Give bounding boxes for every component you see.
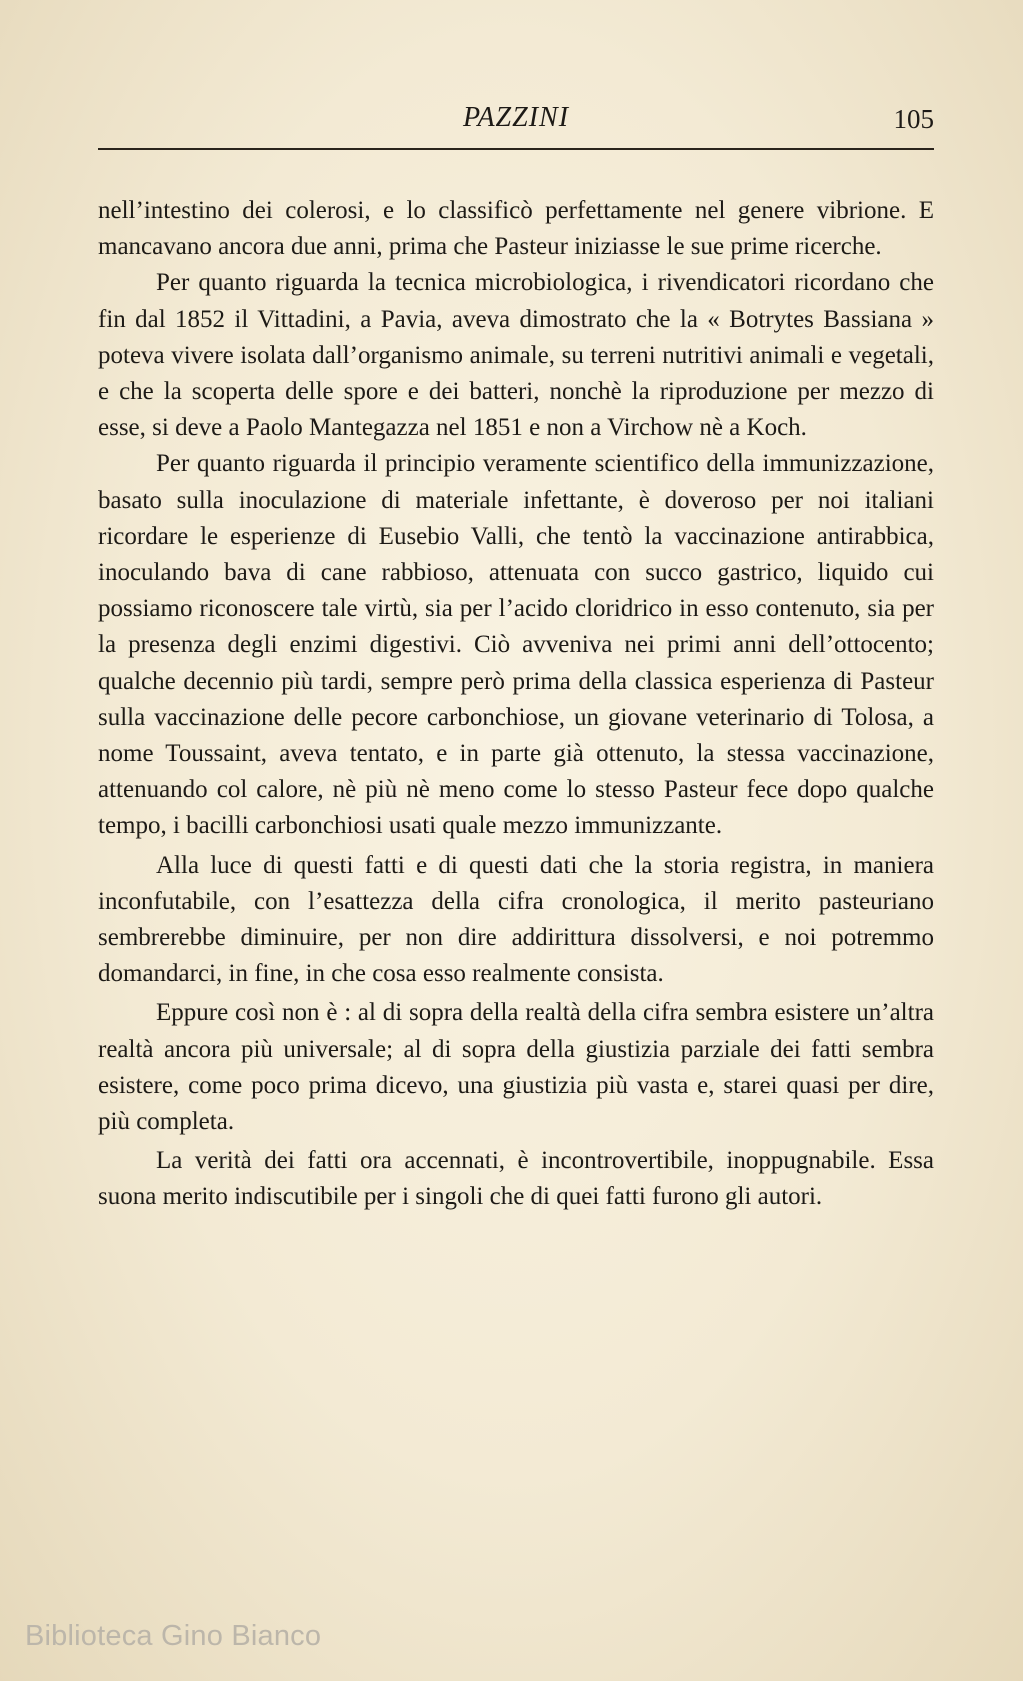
page-number: 105 <box>893 104 934 134</box>
paragraph-6: La verità dei fatti ora accennati, è incontrovertibile, inoppugnabile. Essa suona merito indiscutibile per i singoli che di quei fatti furono gli autori. <box>98 1147 934 1211</box>
paragraph-2: Per quanto riguarda la tecnica microbiologica, i rivendicatori ricordano che fin dal 1852 il Vittadini, a Pavia, aveva dimostrato che la « Botrytes Bassiana » poteva vivere isolata dall’organismo animale, su terreni nutritivi animali e vegetali, e che la scoperta delle spore e dei batteri, nonchè la riproduzione per mezzo di esse, si deve a Paolo Mantegazza nel 1851 e non a Virchow nè a Koch. <box>98 269 934 442</box>
body-text <box>98 193 934 1216</box>
paragraph-3: Per quanto riguarda il principio veramente scientifico della immunizzazione, basato sulla inoculazione di materiale infettante, è doveroso per noi italiani ricordare le esperienze di Eusebio Valli, che tentò la vaccinazione antirabbica, inoculando bava di cane rabbioso, attenuata con succo gastrico, liquido cui possiamo riconoscere tale virtù, sia per l’acido cloridrico in esso contenuto, sia per la presenza degli enzimi digestivi. Ciò avveniva nei primi anni dell’ottocento; qualche decennio più tardi, sempre però prima della classica esperienza di Pasteur sulla vaccinazione delle pecore carbonchiose, un giovane veterinario di Tolosa, a nome Toussaint, aveva tentato, e in parte già ottenuto, la stessa vaccinazione, attenuando col calore, nè più nè meno come lo stesso Pasteur fece dopo qualche tempo, i bacilli carbonchiosi usati quale mezzo immunizzante. <box>98 450 934 840</box>
running-title: PAZZINI <box>462 102 570 133</box>
header-rule <box>98 148 934 150</box>
library-watermark: Biblioteca Gino Bianco <box>25 1620 322 1652</box>
paragraph-5: Eppure così non è : al di sopra della realtà della cifra sembra esistere un’altra realtà ancora più universale; al di sopra della giustizia parziale dei fatti sembra esistere, come poco prima dicevo, una giustizia più vasta e, starei quasi per dire, più completa. <box>98 999 934 1136</box>
paragraph-1: nell’intestino dei colerosi, e lo classificò perfettamente nel genere vibrione. E mancavano ancora due anni, prima che Pasteur iniziasse le sue prime ricerche. <box>98 197 934 261</box>
paragraph-4: Alla luce di questi fatti e di questi dati che la storia registra, in maniera inconfutabile, con l’esattezza della cifra cronologica, il merito pasteuriano sembrerebbe diminuire, per non dire addirittura dissolversi, e noi potremmo domandarci, in fine, in che cosa esso realmente consista. <box>98 851 934 988</box>
running-head <box>98 102 934 136</box>
